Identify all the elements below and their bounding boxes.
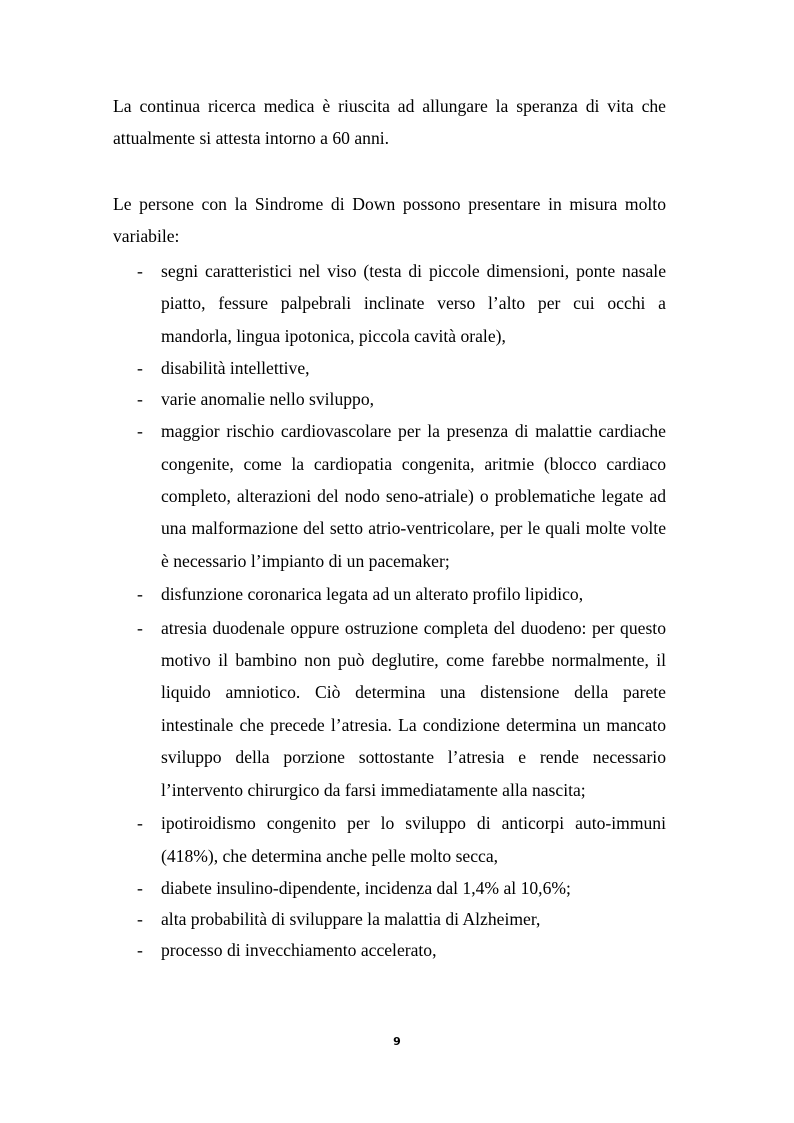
bullet-marker: - xyxy=(137,261,143,281)
list-item-text: segni caratteristici nel viso (testa di piccole dimensioni, ponte nasale piatto, fessure palpebrali inclinate verso l’alto per cui occhi a mandorla, lingua ipotonica, piccola cavità orale), xyxy=(161,261,666,346)
bullet-marker: - xyxy=(137,421,143,442)
list-item xyxy=(113,612,666,806)
list-item xyxy=(113,904,666,934)
list-item-text: disabilità intellettive, xyxy=(161,358,310,379)
list-item-text: disfunzione coronarica legata ad un alterato profilo lipidico, xyxy=(161,584,584,605)
list-item xyxy=(113,353,666,383)
list-item xyxy=(113,255,666,352)
list-item-text: alta probabilità di sviluppare la malattia di Alzheimer, xyxy=(161,908,541,929)
list-item-text: diabete insulino-dipendente, incidenza dal 1,4% al 10,6%; xyxy=(161,877,571,898)
list-item xyxy=(113,384,666,414)
list-item-text: maggior rischio cardiovascolare per la presenza di malattie cardiache congenite, come la cardiopatia congenita, aritmie (blocco cardiaco completo, alterazioni del nodo seno-atriale) o problematiche legate ad una malformazione del setto atrio-ventricolare, per le quali molte volte è necessario l’impianto di un pacemaker; xyxy=(161,421,666,571)
bullet-marker: - xyxy=(137,389,143,410)
list-item-text: atresia duodenale oppure ostruzione completa del duodeno: per questo motivo il bambino non può deglutire, come farebbe normalmente, il liquido amniotico. Ciò determina una distensione della parete intestinale che precede l’atresia. La condizione determina un mancato sviluppo della porzione sottostante l’atresia e rende necessario l’intervento chirurgico da farsi immediatamente alla nascita; xyxy=(161,617,666,800)
bullet-marker: - xyxy=(137,877,143,898)
bullet-marker: - xyxy=(137,358,143,379)
bullet-marker: - xyxy=(137,584,143,605)
paragraph-life-expectancy: La continua ricerca medica è riuscita ad allungare la speranza di vita che attualmente si attesta intorno a 60 anni. xyxy=(113,96,666,149)
list-item xyxy=(113,935,666,965)
list-item-text: ipotiroidismo congenito per lo sviluppo di anticorpi auto-immuni (418%), che determina anche pelle molto secca, xyxy=(161,813,666,866)
paragraph-intro-list: Le persone con la Sindrome di Down possono presentare in misura molto variabile: xyxy=(113,194,666,247)
list-item xyxy=(113,415,666,577)
list-item xyxy=(113,807,666,872)
bullet-marker: - xyxy=(137,939,143,960)
bullet-marker: - xyxy=(137,813,143,834)
list-item-text: processo di invecchiamento accelerato, xyxy=(161,939,437,960)
bullet-marker: - xyxy=(137,617,143,638)
list-item-text: varie anomalie nello sviluppo, xyxy=(161,389,375,410)
list-item xyxy=(113,873,666,903)
bullet-marker: - xyxy=(137,908,143,929)
symptom-list xyxy=(113,255,666,966)
list-item xyxy=(113,578,666,610)
page-number: 9 xyxy=(393,1035,401,1048)
